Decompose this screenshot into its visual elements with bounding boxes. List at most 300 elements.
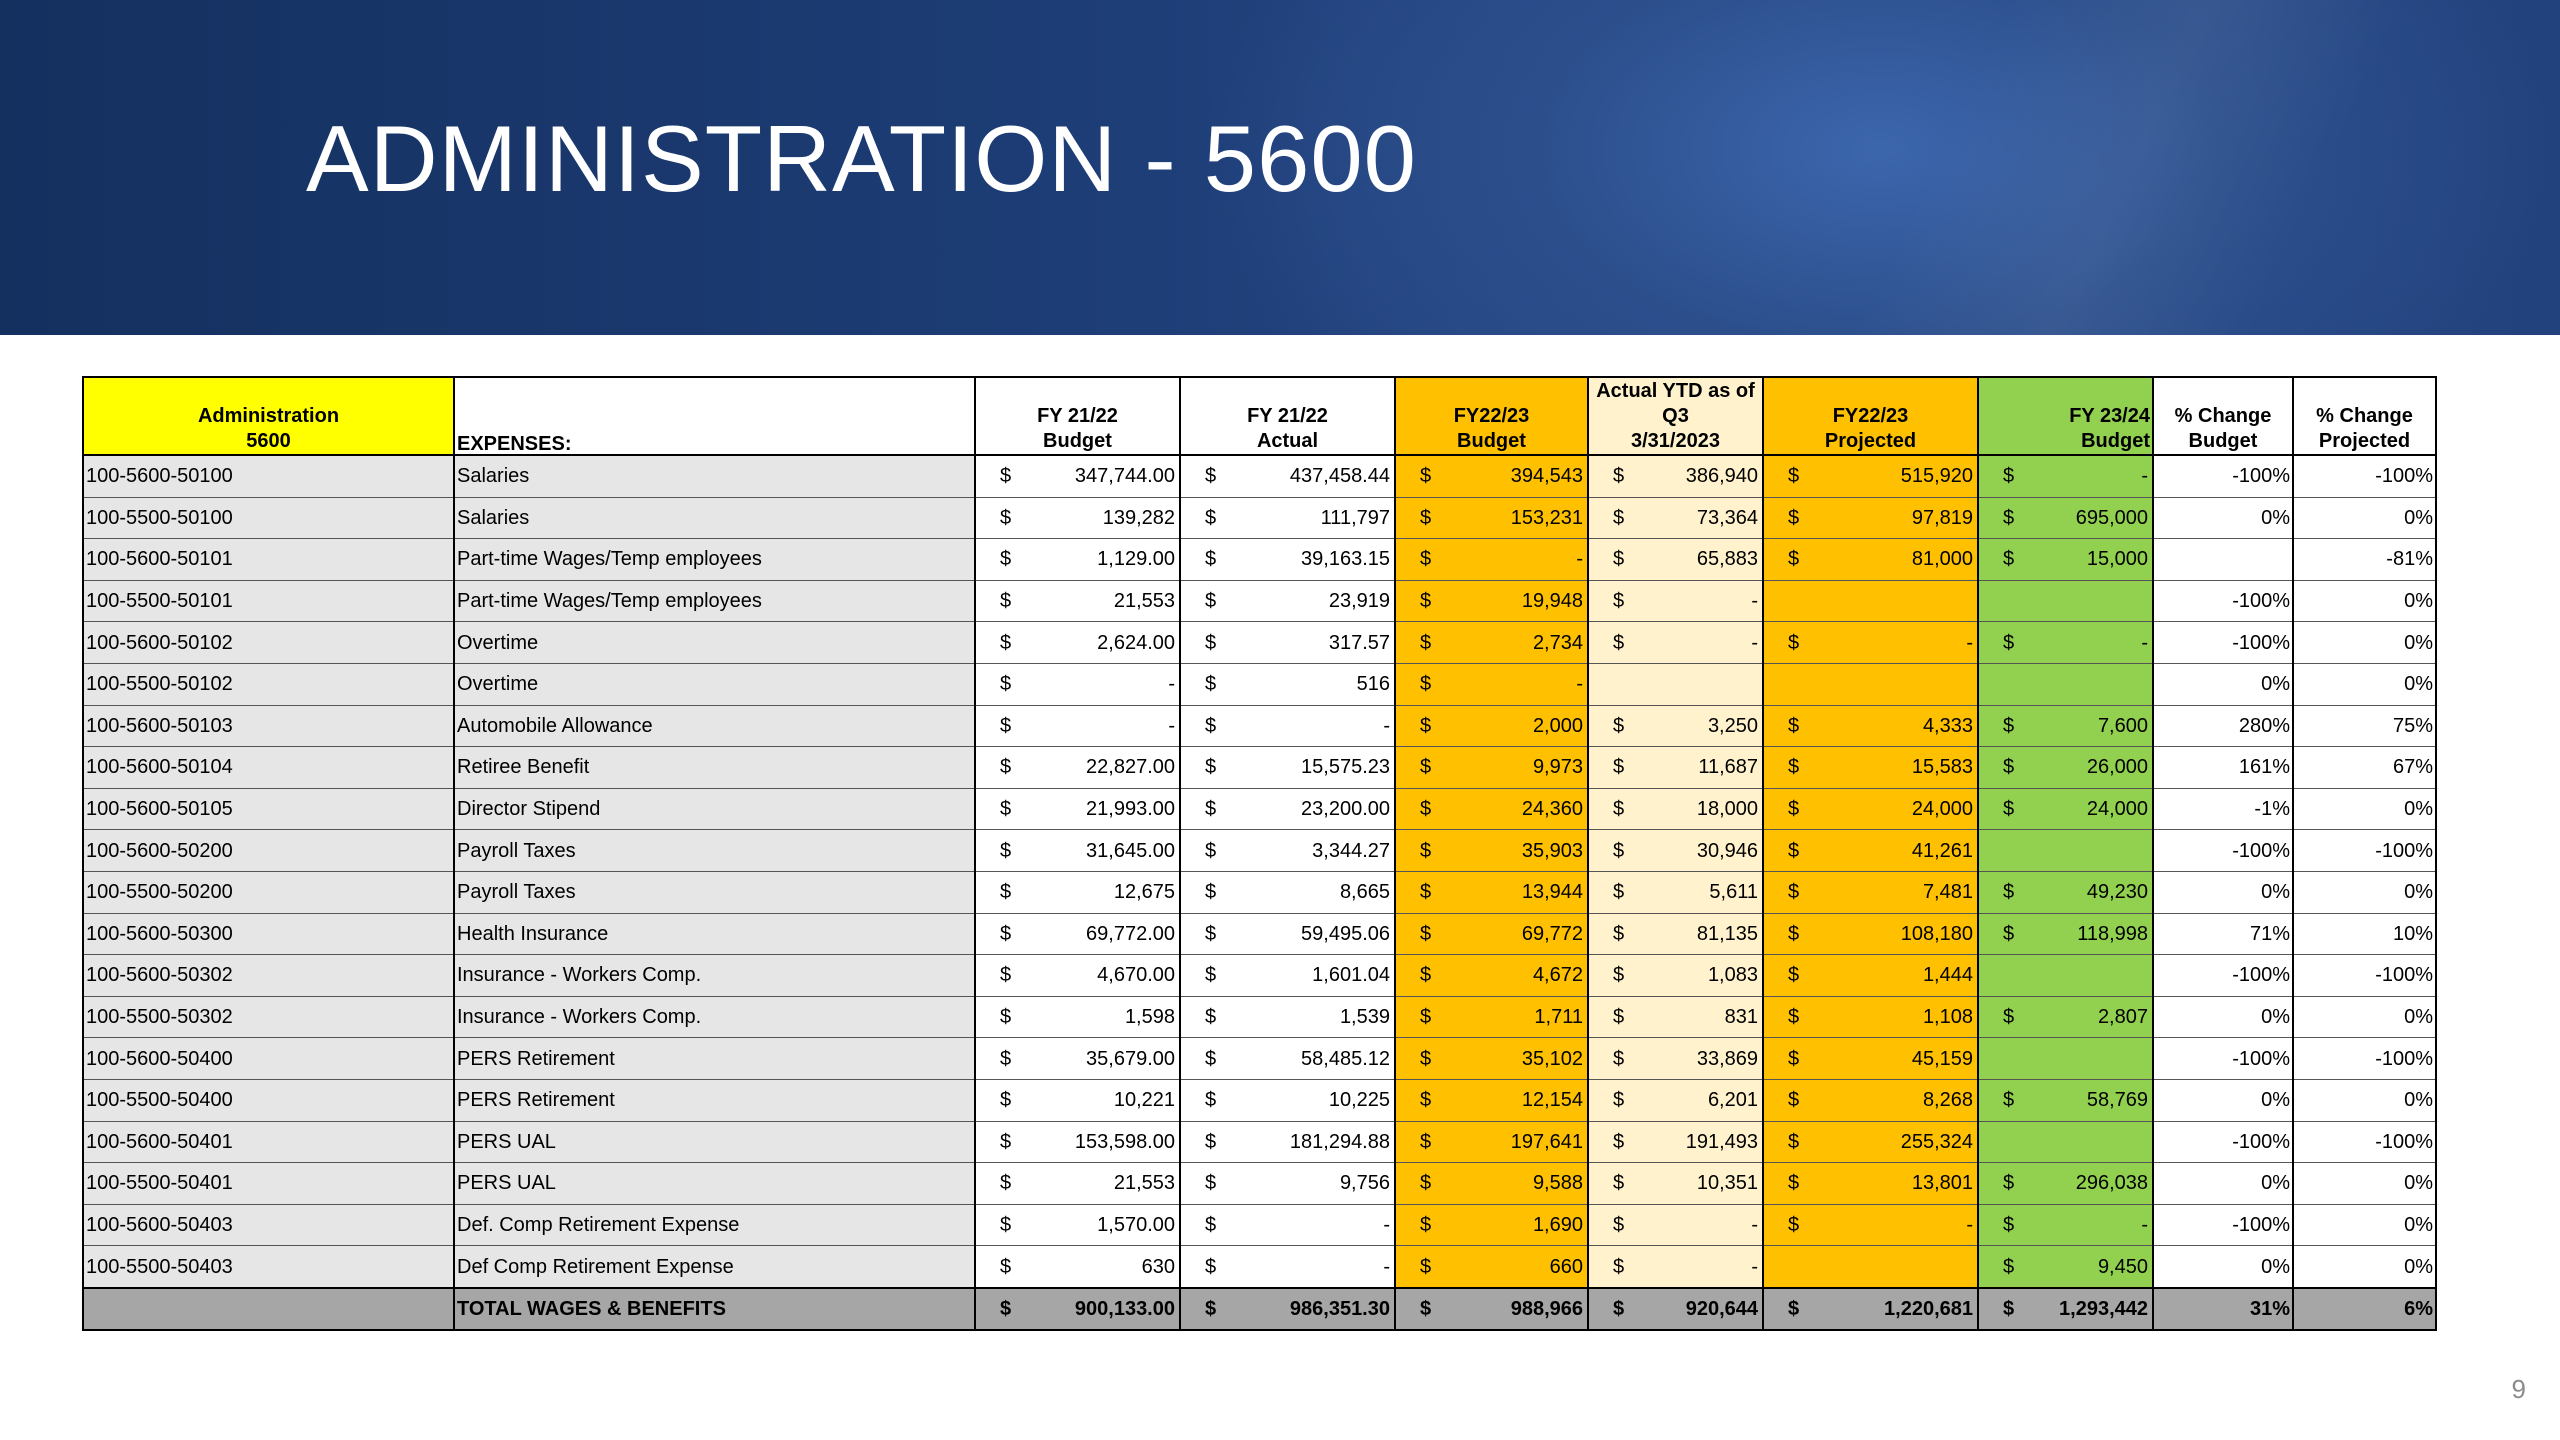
description-cell: Payroll Taxes xyxy=(454,830,975,872)
amount: 15,575.23 xyxy=(1301,756,1390,779)
actual-ytd-cell xyxy=(1588,539,1763,581)
amount: 69,772 xyxy=(1521,922,1583,945)
money-value xyxy=(1766,716,1975,736)
header-line: Budget xyxy=(1043,430,1112,452)
money-value xyxy=(1183,1299,1392,1319)
header-line: Projected xyxy=(2318,430,2411,452)
amount: 7,600 xyxy=(2097,714,2148,737)
amount: 8,268 xyxy=(1922,1089,1973,1112)
table-row xyxy=(83,663,2436,705)
currency-symbol: $ xyxy=(1000,590,1012,613)
currency-symbol: $ xyxy=(1000,465,1012,488)
money-value xyxy=(1766,799,1975,819)
currency-symbol: $ xyxy=(1000,1213,1012,1236)
pct-change-projected-cell: 0% xyxy=(2293,580,2436,622)
currency-symbol: $ xyxy=(1205,631,1217,654)
pct-change-budget-cell: -100% xyxy=(2153,1038,2293,1080)
amount: 18,000 xyxy=(1696,798,1758,821)
amount: 12,675 xyxy=(1113,881,1175,904)
money-value xyxy=(1398,549,1585,569)
amount: 695,000 xyxy=(2075,506,2148,529)
fy2223-budget-cell xyxy=(1395,1121,1588,1163)
table-row xyxy=(83,497,2436,539)
fy2122-budget-cell xyxy=(975,830,1180,872)
money-value xyxy=(1183,1215,1392,1235)
currency-symbol: $ xyxy=(1000,631,1012,654)
header-line: FY22/23 xyxy=(1453,405,1530,427)
money-value xyxy=(978,882,1177,902)
header-line: Actual xyxy=(1256,430,1319,452)
pct-change-projected-cell: -100% xyxy=(2293,455,2436,497)
currency-symbol: $ xyxy=(1000,922,1012,945)
description-cell: Part-time Wages/Temp employees xyxy=(454,580,975,622)
amount: 21,553 xyxy=(1113,590,1175,613)
account-cell: 100-5600-50200 xyxy=(83,830,454,872)
amount: 139,282 xyxy=(1102,506,1175,529)
fy2324-budget-cell xyxy=(1978,913,2153,955)
money-value xyxy=(1398,924,1585,944)
fy2324-budget-cell xyxy=(1978,1038,2153,1080)
money-value xyxy=(1766,1049,1975,1069)
amount: 31,645.00 xyxy=(1086,839,1175,862)
pct-change-projected-cell: -100% xyxy=(2293,1038,2436,1080)
amount: 1,108 xyxy=(1922,1006,1973,1029)
currency-symbol: $ xyxy=(1420,1298,1432,1321)
amount: 118,998 xyxy=(2077,922,2148,945)
amount: - xyxy=(1751,631,1758,654)
fy2122-actual-cell xyxy=(1180,913,1395,955)
currency-symbol: $ xyxy=(1420,1172,1432,1195)
pct-change-projected-cell: 67% xyxy=(2293,747,2436,789)
amount: 1,711 xyxy=(1534,1006,1583,1029)
money-value xyxy=(1398,466,1585,486)
fy2324-budget-cell xyxy=(1978,1121,2153,1163)
currency-symbol: $ xyxy=(1613,631,1625,654)
amount: 9,450 xyxy=(2097,1255,2148,1278)
fy2324-budget-cell xyxy=(1978,1163,2153,1205)
description-cell: Automobile Allowance xyxy=(454,705,975,747)
currency-symbol: $ xyxy=(1000,1130,1012,1153)
description-cell: Director Stipend xyxy=(454,788,975,830)
total-row xyxy=(83,1288,2436,1331)
pct-change-budget-cell: -1% xyxy=(2153,788,2293,830)
amount: 24,000 xyxy=(2086,798,2148,821)
amount: 58,769 xyxy=(2086,1089,2148,1112)
money-value xyxy=(1398,508,1585,528)
header-line: FY 21/22 xyxy=(1037,405,1118,427)
currency-symbol: $ xyxy=(1788,1172,1800,1195)
amount: 15,000 xyxy=(2086,548,2148,571)
money-value xyxy=(1591,591,1760,611)
money-value xyxy=(1591,508,1760,528)
amount: 4,670.00 xyxy=(1097,964,1175,987)
pct-change-budget-cell: 0% xyxy=(2153,1163,2293,1205)
amount: 6,201 xyxy=(1707,1089,1758,1112)
currency-symbol: $ xyxy=(1205,1006,1217,1029)
amount: - xyxy=(2141,1213,2148,1236)
pct-change-projected-cell: -100% xyxy=(2293,955,2436,997)
amount: 10,351 xyxy=(1696,1172,1758,1195)
money-value xyxy=(1591,466,1760,486)
currency-symbol: $ xyxy=(1613,1006,1625,1029)
fy2223-projected-cell xyxy=(1763,747,1978,789)
currency-symbol: $ xyxy=(2003,922,2015,945)
amount: 831 xyxy=(1724,1006,1758,1029)
amount: - xyxy=(1751,590,1758,613)
description-cell: Salaries xyxy=(454,497,975,539)
fy2223-budget-cell xyxy=(1395,580,1588,622)
pct-change-budget-cell: -100% xyxy=(2153,830,2293,872)
actual-ytd-cell xyxy=(1588,788,1763,830)
fy2223-budget-cell xyxy=(1395,747,1588,789)
fy2122-budget-cell xyxy=(975,455,1180,497)
amount: 11,687 xyxy=(1698,756,1758,779)
fy2122-budget-cell xyxy=(975,1121,1180,1163)
amount: 35,679.00 xyxy=(1086,1047,1175,1070)
money-value xyxy=(1591,965,1760,985)
money-value xyxy=(1183,716,1392,736)
account-cell: 100-5600-50102 xyxy=(83,622,454,664)
pct-change-projected-cell: 0% xyxy=(2293,663,2436,705)
table-row xyxy=(83,455,2436,497)
fy2223-budget-cell xyxy=(1395,1204,1588,1246)
currency-symbol: $ xyxy=(1000,964,1012,987)
money-value xyxy=(1981,466,2150,486)
amount: 26,000 xyxy=(2086,756,2148,779)
amount: 1,129.00 xyxy=(1097,548,1175,571)
header-pct-change-projected xyxy=(2293,377,2436,455)
amount: - xyxy=(2141,465,2148,488)
currency-symbol: $ xyxy=(2003,714,2015,737)
amount: 10,221 xyxy=(1113,1089,1175,1112)
money-value xyxy=(1981,508,2150,528)
currency-symbol: $ xyxy=(1420,714,1432,737)
account-cell: 100-5500-50302 xyxy=(83,996,454,1038)
account-cell: 100-5600-50104 xyxy=(83,747,454,789)
table-row xyxy=(83,1121,2436,1163)
money-value xyxy=(1766,882,1975,902)
money-value xyxy=(1981,633,2150,653)
currency-symbol: $ xyxy=(1788,631,1800,654)
table-row xyxy=(83,539,2436,581)
actual-ytd-cell xyxy=(1588,1246,1763,1288)
currency-symbol: $ xyxy=(1420,1047,1432,1070)
amount: 630 xyxy=(1141,1255,1175,1278)
money-value xyxy=(1398,1173,1585,1193)
currency-symbol: $ xyxy=(1613,590,1625,613)
amount: 1,293,442 xyxy=(2059,1298,2148,1321)
fy2223-budget-cell xyxy=(1395,663,1588,705)
table-row xyxy=(83,1079,2436,1121)
pct-change-projected-cell: 0% xyxy=(2293,622,2436,664)
fy2122-actual-cell xyxy=(1180,1288,1395,1331)
fy2122-budget-cell xyxy=(975,955,1180,997)
header-fy2324-budget xyxy=(1978,377,2153,455)
money-value xyxy=(978,674,1177,694)
amount: - xyxy=(1383,714,1390,737)
money-value xyxy=(1183,1007,1392,1027)
currency-symbol: $ xyxy=(1613,1047,1625,1070)
amount: 191,493 xyxy=(1685,1130,1758,1153)
account-cell: 100-5600-50302 xyxy=(83,955,454,997)
amount: 1,444 xyxy=(1922,964,1973,987)
amount: 73,364 xyxy=(1696,506,1758,529)
amount: 1,601.04 xyxy=(1312,964,1390,987)
fy2324-budget-cell xyxy=(1978,1204,2153,1246)
fy2223-budget-cell xyxy=(1395,705,1588,747)
fy2223-projected-cell xyxy=(1763,871,1978,913)
amount: 9,973 xyxy=(1532,756,1583,779)
amount: 2,624.00 xyxy=(1097,631,1175,654)
fy2324-budget-cell xyxy=(1978,1246,2153,1288)
fy2223-projected-cell xyxy=(1763,1163,1978,1205)
money-value xyxy=(1398,1049,1585,1069)
currency-symbol: $ xyxy=(1000,1047,1012,1070)
actual-ytd-cell xyxy=(1588,622,1763,664)
fy2122-budget-cell xyxy=(975,996,1180,1038)
account-cell: 100-5500-50100 xyxy=(83,497,454,539)
amount: 81,000 xyxy=(1911,548,1973,571)
header-fy2223-projected xyxy=(1763,377,1978,455)
table-row xyxy=(83,1246,2436,1288)
account-cell: 100-5600-50100 xyxy=(83,455,454,497)
amount: 23,200.00 xyxy=(1301,798,1390,821)
amount: 515,920 xyxy=(1900,465,1973,488)
currency-symbol: $ xyxy=(1420,1089,1432,1112)
fy2223-budget-cell xyxy=(1395,788,1588,830)
money-value xyxy=(1981,882,2150,902)
money-value xyxy=(1766,633,1975,653)
currency-symbol: $ xyxy=(1205,798,1217,821)
money-value xyxy=(978,591,1177,611)
pct-change-budget-cell: 0% xyxy=(2153,497,2293,539)
amount: - xyxy=(1751,1255,1758,1278)
account-cell: 100-5600-50300 xyxy=(83,913,454,955)
money-value xyxy=(978,716,1177,736)
description-cell: Insurance - Workers Comp. xyxy=(454,955,975,997)
amount: 8,665 xyxy=(1339,881,1390,904)
fy2324-budget-cell xyxy=(1978,871,2153,913)
account-cell: 100-5500-50400 xyxy=(83,1079,454,1121)
amount: 1,690 xyxy=(1532,1213,1583,1236)
amount: 65,883 xyxy=(1696,548,1758,571)
currency-symbol: $ xyxy=(1420,798,1432,821)
fy2223-projected-cell xyxy=(1763,455,1978,497)
account-cell: 100-5500-50102 xyxy=(83,663,454,705)
fy2122-actual-cell xyxy=(1180,455,1395,497)
currency-symbol: $ xyxy=(1788,1298,1800,1321)
description-cell: PERS UAL xyxy=(454,1163,975,1205)
currency-symbol: $ xyxy=(1788,1130,1800,1153)
fy2223-budget-cell xyxy=(1395,1163,1588,1205)
currency-symbol: $ xyxy=(1613,506,1625,529)
amount: 12,154 xyxy=(1521,1089,1583,1112)
amount: - xyxy=(1966,1213,1973,1236)
fy2223-budget-cell xyxy=(1395,497,1588,539)
currency-symbol: $ xyxy=(1613,1298,1625,1321)
amount: 21,993.00 xyxy=(1086,798,1175,821)
header-line: 5600 xyxy=(246,430,291,452)
fy2324-budget-cell xyxy=(1978,830,2153,872)
amount: 81,135 xyxy=(1696,922,1758,945)
account-cell: 100-5600-50403 xyxy=(83,1204,454,1246)
money-value xyxy=(978,1049,1177,1069)
money-value xyxy=(1591,1215,1760,1235)
fy2122-actual-cell xyxy=(1180,580,1395,622)
fy2223-budget-cell xyxy=(1395,913,1588,955)
money-value xyxy=(978,1090,1177,1110)
currency-symbol: $ xyxy=(1613,922,1625,945)
pct-change-projected-cell: 0% xyxy=(2293,1246,2436,1288)
fy2122-actual-cell xyxy=(1180,955,1395,997)
fy2122-budget-cell xyxy=(975,1079,1180,1121)
currency-symbol: $ xyxy=(2003,1006,2015,1029)
money-value xyxy=(1981,1299,2150,1319)
amount: - xyxy=(1168,673,1175,696)
actual-ytd-cell xyxy=(1588,1204,1763,1246)
amount: - xyxy=(1966,631,1973,654)
pct-change-budget-cell: -100% xyxy=(2153,1204,2293,1246)
money-value xyxy=(1183,1090,1392,1110)
actual-ytd-cell xyxy=(1588,830,1763,872)
currency-symbol: $ xyxy=(1788,506,1800,529)
money-value xyxy=(1398,1299,1585,1319)
fy2122-actual-cell xyxy=(1180,871,1395,913)
currency-symbol: $ xyxy=(1205,922,1217,945)
money-value xyxy=(1591,1299,1760,1319)
money-value xyxy=(1183,965,1392,985)
amount: 1,539 xyxy=(1339,1006,1390,1029)
currency-symbol: $ xyxy=(2003,756,2015,779)
money-value xyxy=(978,1173,1177,1193)
description-cell: PERS Retirement xyxy=(454,1038,975,1080)
currency-symbol: $ xyxy=(1000,1255,1012,1278)
amount: 1,570.00 xyxy=(1097,1213,1175,1236)
amount: - xyxy=(2141,631,2148,654)
money-value xyxy=(1183,633,1392,653)
pct-change-budget-cell: 280% xyxy=(2153,705,2293,747)
header-line: Q3 xyxy=(1662,405,1689,427)
fy2223-budget-cell xyxy=(1395,830,1588,872)
fy2122-actual-cell xyxy=(1180,747,1395,789)
money-value xyxy=(1981,1173,2150,1193)
account-cell xyxy=(83,1288,454,1331)
money-value xyxy=(1398,841,1585,861)
fy2122-budget-cell xyxy=(975,539,1180,581)
amount: 516 xyxy=(1356,673,1390,696)
amount: 33,869 xyxy=(1696,1047,1758,1070)
actual-ytd-cell xyxy=(1588,455,1763,497)
money-value xyxy=(1766,965,1975,985)
account-cell: 100-5600-50401 xyxy=(83,1121,454,1163)
currency-symbol: $ xyxy=(2003,465,2015,488)
fy2223-budget-cell xyxy=(1395,1038,1588,1080)
amount: 660 xyxy=(1549,1255,1583,1278)
money-value xyxy=(1766,1007,1975,1027)
account-cell: 100-5600-50400 xyxy=(83,1038,454,1080)
currency-symbol: $ xyxy=(1000,714,1012,737)
money-value xyxy=(1398,674,1585,694)
money-value xyxy=(1398,882,1585,902)
account-cell: 100-5500-50403 xyxy=(83,1246,454,1288)
money-value xyxy=(1766,757,1975,777)
table-row xyxy=(83,788,2436,830)
header-fy2122-budget xyxy=(975,377,1180,455)
money-value xyxy=(978,1007,1177,1027)
currency-symbol: $ xyxy=(2003,1172,2015,1195)
money-value xyxy=(1981,757,2150,777)
fy2324-budget-cell xyxy=(1978,996,2153,1038)
currency-symbol: $ xyxy=(1613,798,1625,821)
pct-change-budget-cell: 71% xyxy=(2153,913,2293,955)
description-cell: PERS UAL xyxy=(454,1121,975,1163)
money-value xyxy=(978,799,1177,819)
money-value xyxy=(1766,1299,1975,1319)
header-line: FY 21/22 xyxy=(1247,405,1328,427)
description-cell: Def. Comp Retirement Expense xyxy=(454,1204,975,1246)
currency-symbol: $ xyxy=(1613,1255,1625,1278)
money-value xyxy=(1981,1215,2150,1235)
currency-symbol: $ xyxy=(1420,964,1432,987)
table-row xyxy=(83,580,2436,622)
amount: 23,919 xyxy=(1328,590,1390,613)
header-line: 3/31/2023 xyxy=(1631,430,1720,452)
currency-symbol: $ xyxy=(1788,798,1800,821)
currency-symbol: $ xyxy=(1000,1298,1012,1321)
currency-symbol: $ xyxy=(1205,881,1217,904)
money-value xyxy=(1766,1173,1975,1193)
table-row xyxy=(83,1163,2436,1205)
amount: 21,553 xyxy=(1113,1172,1175,1195)
actual-ytd-cell xyxy=(1588,913,1763,955)
pct-change-budget-cell: -100% xyxy=(2153,1121,2293,1163)
currency-symbol: $ xyxy=(1420,631,1432,654)
money-value xyxy=(1183,1173,1392,1193)
currency-symbol: $ xyxy=(1788,1089,1800,1112)
money-value xyxy=(1183,1257,1392,1277)
amount: 30,946 xyxy=(1696,839,1758,862)
fy2122-budget-cell xyxy=(975,913,1180,955)
account-cell: 100-5500-50200 xyxy=(83,871,454,913)
amount: - xyxy=(1383,1255,1390,1278)
amount: 9,756 xyxy=(1339,1172,1390,1195)
fy2324-budget-cell xyxy=(1978,455,2153,497)
money-value xyxy=(978,633,1177,653)
fy2324-budget-cell xyxy=(1978,497,2153,539)
currency-symbol: $ xyxy=(1000,798,1012,821)
money-value xyxy=(1183,674,1392,694)
currency-symbol: $ xyxy=(1788,922,1800,945)
money-value xyxy=(1398,965,1585,985)
account-cell: 100-5500-50101 xyxy=(83,580,454,622)
actual-ytd-cell xyxy=(1588,663,1763,705)
account-cell: 100-5600-50101 xyxy=(83,539,454,581)
header-actual-ytd xyxy=(1588,377,1763,455)
money-value xyxy=(1398,1215,1585,1235)
table-row xyxy=(83,871,2436,913)
actual-ytd-cell xyxy=(1588,955,1763,997)
fy2122-budget-cell xyxy=(975,705,1180,747)
header-fy2223-budget xyxy=(1395,377,1588,455)
currency-symbol: $ xyxy=(1205,1255,1217,1278)
fy2223-budget-cell xyxy=(1395,1246,1588,1288)
amount: 19,948 xyxy=(1521,590,1583,613)
money-value xyxy=(978,508,1177,528)
currency-symbol: $ xyxy=(1205,714,1217,737)
table-row xyxy=(83,996,2436,1038)
fy2223-budget-cell xyxy=(1395,996,1588,1038)
amount: 3,344.27 xyxy=(1312,839,1390,862)
